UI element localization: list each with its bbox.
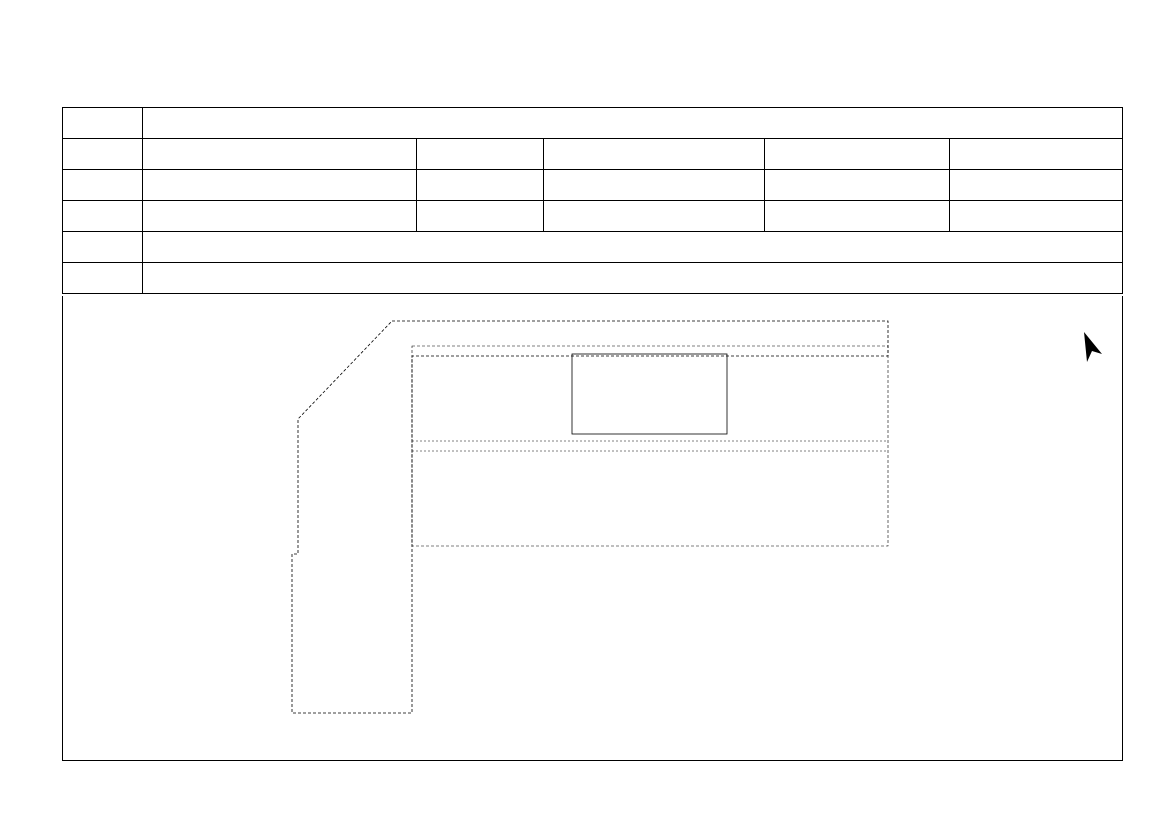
table-row	[63, 232, 1123, 263]
central-core	[572, 354, 727, 434]
info-table	[62, 107, 1123, 294]
table-row	[63, 139, 1123, 170]
field-value	[950, 201, 1123, 232]
field-value	[544, 170, 765, 201]
field-label	[63, 139, 143, 170]
project-name	[143, 232, 1123, 263]
field-label	[63, 263, 143, 294]
field-label	[417, 139, 544, 170]
field-value	[950, 139, 1123, 170]
field-label	[765, 170, 950, 201]
field-value	[143, 108, 1123, 139]
field-label	[63, 108, 143, 139]
field-label	[765, 139, 950, 170]
field-label	[417, 170, 544, 201]
field-value	[544, 139, 765, 170]
field-value	[143, 170, 417, 201]
table-row	[63, 170, 1123, 201]
field-label	[63, 232, 143, 263]
field-value	[950, 170, 1123, 201]
field-label	[63, 170, 143, 201]
field-value	[544, 201, 765, 232]
building-outline	[412, 346, 888, 546]
north-arrow-icon	[1084, 332, 1102, 362]
table-row	[63, 201, 1123, 232]
field-label	[765, 201, 950, 232]
field-value	[143, 201, 417, 232]
location-value	[143, 263, 1123, 294]
table-row	[63, 263, 1123, 294]
field-label	[63, 201, 143, 232]
floor-plan	[62, 296, 1121, 760]
roof-boundary	[292, 321, 888, 713]
table-row	[63, 108, 1123, 139]
field-value	[143, 139, 417, 170]
field-label	[417, 201, 544, 232]
